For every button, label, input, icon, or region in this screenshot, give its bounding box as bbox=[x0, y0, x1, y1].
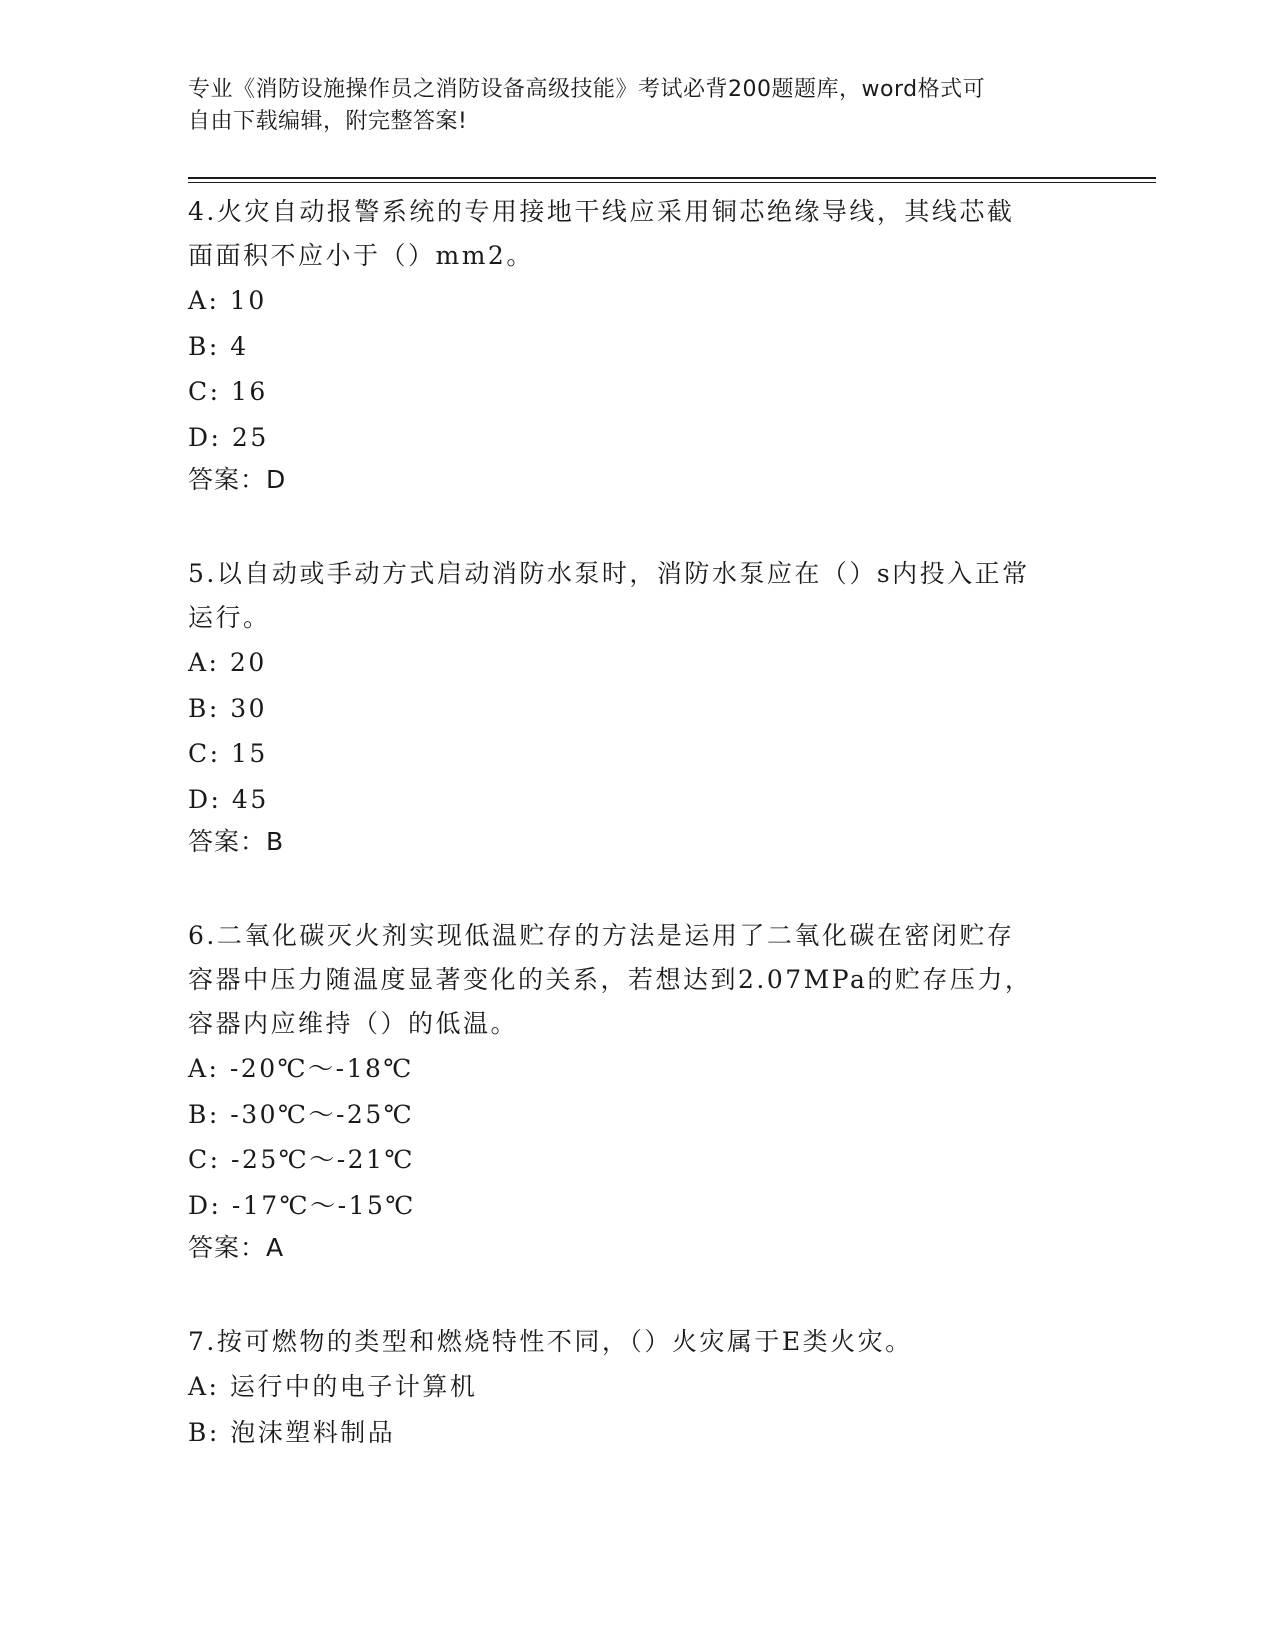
question-stem-line: 5.以自动或手动方式启动消防水泵时，消防水泵应在（）s内投入正常 bbox=[188, 559, 1030, 588]
question-stem-line: 面面积不应小于（）mm2。 bbox=[188, 241, 534, 270]
question-spacer bbox=[188, 500, 1088, 552]
header-divider bbox=[188, 177, 1156, 179]
option-d: D: -17℃～-15℃ bbox=[188, 1190, 416, 1220]
option-b: B: 30 bbox=[188, 693, 268, 723]
option-c: C: 16 bbox=[188, 377, 268, 406]
question-stem-line: 7.按可燃物的类型和燃烧特性不同，（）火灾属于E类火灾。 bbox=[188, 1327, 913, 1356]
question-spacer bbox=[188, 862, 1088, 914]
question-stem-line: 4.火灾自动报警系统的专用接地干线应采用铜芯绝缘导线，其线芯截 bbox=[188, 197, 1015, 226]
header-divider-thin bbox=[188, 182, 1156, 183]
question-list bbox=[188, 190, 1088, 1455]
question-4 bbox=[188, 190, 1088, 500]
question-5 bbox=[188, 552, 1088, 862]
option-a: A: 10 bbox=[188, 286, 267, 315]
header-line-1: 专业《消防设施操作员之消防设备高级技能》考试必背200题题库，word格式可 bbox=[188, 77, 986, 102]
answer-line: 答案：A bbox=[188, 1233, 285, 1262]
question-7 bbox=[188, 1320, 1088, 1455]
question-stem-line: 容器中压力随温度显著变化的关系，若想达到2.07MPa的贮存压力， bbox=[188, 965, 1033, 994]
answer-line: 答案：B bbox=[188, 827, 285, 856]
option-d: D: 25 bbox=[188, 422, 269, 452]
answer-line: 答案：D bbox=[188, 465, 287, 494]
option-b: B: 泡沫塑料制品 bbox=[188, 1417, 396, 1447]
option-d: D: 45 bbox=[188, 784, 269, 814]
option-b: B: 4 bbox=[188, 331, 249, 361]
option-a: A: 20 bbox=[188, 648, 267, 677]
option-b: B: -30℃～-25℃ bbox=[188, 1099, 415, 1129]
question-stem-line: 运行。 bbox=[188, 603, 271, 632]
option-c: C: 15 bbox=[188, 739, 268, 768]
question-spacer bbox=[188, 1268, 1088, 1320]
question-stem-line: 容器内应维持（）的低温。 bbox=[188, 1009, 519, 1038]
page-header bbox=[188, 74, 1068, 138]
option-a: A: -20℃～-18℃ bbox=[188, 1054, 414, 1083]
option-a: A: 运行中的电子计算机 bbox=[188, 1372, 478, 1401]
question-stem-line: 6.二氧化碳灭火剂实现低温贮存的方法是运用了二氧化碳在密闭贮存 bbox=[188, 921, 1015, 950]
header-line-2: 自由下载编辑，附完整答案! bbox=[188, 109, 468, 134]
option-c: C: -25℃～-21℃ bbox=[188, 1145, 415, 1174]
question-6 bbox=[188, 914, 1088, 1268]
